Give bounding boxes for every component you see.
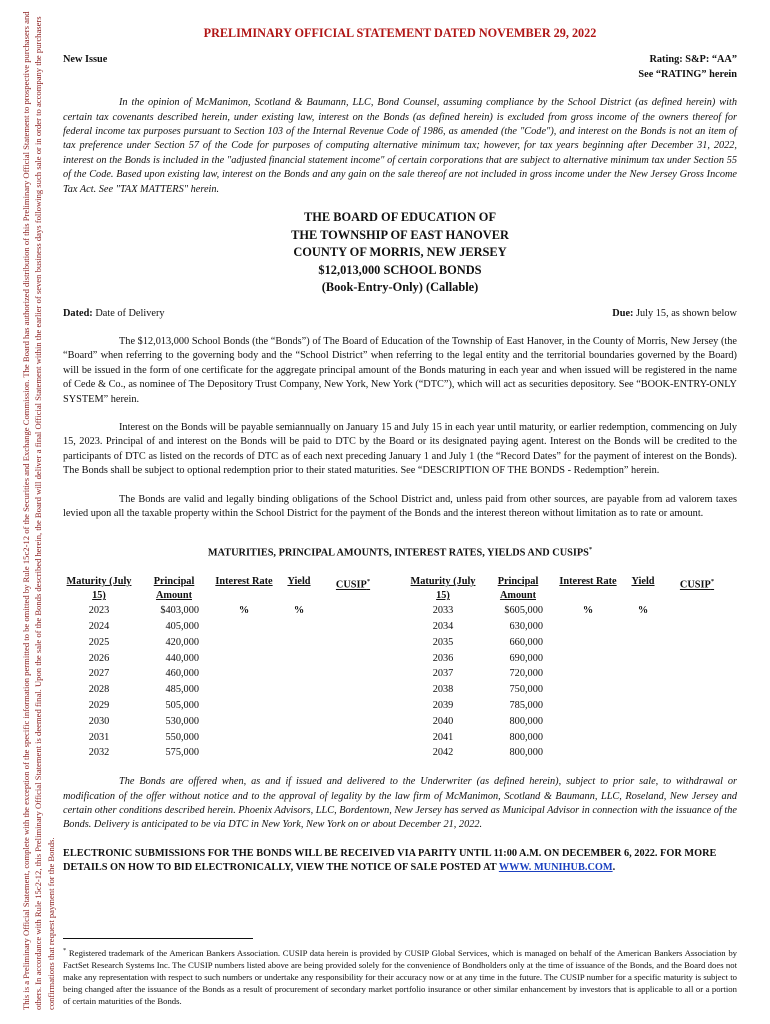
dated-due-row [63, 307, 737, 321]
column-header-principal: Principal Amount [497, 576, 539, 602]
cusip-header-text: CUSIP [679, 579, 711, 591]
maturity-year-cell: 2028 [88, 684, 110, 696]
maturity-year-cell: 2031 [88, 731, 110, 743]
maturity-year-cell: 2034 [432, 621, 454, 633]
issue-header [63, 53, 737, 82]
footnote-rule [63, 938, 253, 939]
maturity-year-cell: 2033 [432, 605, 454, 617]
principal-amount-cell: 505,000 [165, 700, 199, 712]
maturity-column-maturity [407, 575, 479, 761]
tax-opinion-text: In the opinion of McManimon, Scotland & Baumann, LLC, Bond Counsel, assuming compliance by the School District (as defined herein) with certain tax covenants described herein, under existing law, interest on the Bonds (as defined herein) is excluded from gross income of the owners thereof for federal income tax purposes pursuant to Section 103 of the Internal Revenue Code of 1986, as amended (the "Code"), and interest on the Bonds is not an item of tax preference under Section 57 of the Code for purposes of computing alternative minimum tax; however, for tax years beginning after December 31, 2022, interest on the Bonds is included in the "adjusted financial statement income" of certain corporations that are subject to alternative minimum tax under Section 55 of the Code. Based upon existing law, interest on the Bonds and any gain on the sale thereof are not included in gross income under the New Jersey Gross Income Tax Act. See "TAX MATTERS" herein. [63, 97, 737, 195]
interest-unit: % [582, 605, 594, 617]
principal-amount-cell: 420,000 [165, 636, 199, 648]
interest-unit: % [238, 605, 250, 617]
principal-amount-cell: 530,000 [165, 715, 199, 727]
obligations-paragraph [63, 493, 737, 522]
electronic-submission-notice [63, 847, 737, 876]
principal-amount-cell: 440,000 [165, 652, 199, 664]
title-line-4: $12,013,000 SCHOOL BONDS [318, 262, 482, 277]
munihub-link[interactable]: WWW. MUNIHUB.COM [498, 862, 613, 874]
maturity-schedule-right [407, 575, 737, 761]
maturity-year-cell: 2039 [432, 700, 454, 712]
principal-amount-cell: 750,000 [509, 684, 543, 696]
column-header-interest: Interest Rate [215, 576, 273, 588]
maturities-heading-mark: * [588, 546, 593, 554]
yield-unit: % [293, 605, 305, 617]
yield-unit: % [637, 605, 649, 617]
cusip-header-mark: * [366, 578, 371, 586]
rating-box [638, 53, 737, 82]
maturity-year-cell: 2041 [432, 731, 454, 743]
maturity-column-maturity [63, 575, 135, 761]
principal-amount-cell: 550,000 [165, 731, 199, 743]
maturity-year-cell: 2042 [432, 747, 454, 759]
column-header-principal: Principal Amount [153, 576, 195, 602]
maturity-year-cell: 2038 [432, 684, 454, 696]
maturities-heading-text: MATURITIES, PRINCIPAL AMOUNTS, INTEREST RATES, YIELDS AND CUSIPS [207, 547, 589, 559]
maturity-year-cell: 2026 [88, 652, 110, 664]
column-header-cusip [667, 575, 727, 617]
maturity-schedule [63, 575, 737, 761]
maturity-year-cell: 2024 [88, 621, 110, 633]
electronic-submission-text: ELECTRONIC SUBMISSIONS FOR THE BONDS WILL BE RECEIVED VIA PARITY UNTIL 11:00 A.M. ON DECEMBER 6, 2022. FOR MORE DETAILS ON HOW TO BID ELECTRONICALLY, VIEW THE NOTICE OF SALE POSTED AT [63, 847, 717, 874]
principal-amount-cell: 630,000 [509, 621, 543, 633]
maturity-year-cell: 2029 [88, 700, 110, 712]
column-header-maturity: Maturity (July 15) [410, 576, 476, 602]
title-line-3: COUNTY OF MORRIS, NEW JERSEY [293, 245, 507, 260]
maturity-year-cell: 2023 [88, 605, 110, 617]
principal-amount-cell: 800,000 [509, 715, 543, 727]
due-field [612, 307, 737, 321]
maturity-year-cell: 2037 [432, 668, 454, 680]
offering-paragraph [63, 775, 737, 833]
maturity-year-cell: 2025 [88, 636, 110, 648]
dated-field [63, 307, 165, 321]
principal-amount-cell: 690,000 [509, 652, 543, 664]
bonds-description-paragraph [63, 335, 737, 407]
maturity-column-cusip [323, 575, 383, 761]
principal-amount-cell: 405,000 [165, 621, 199, 633]
prelim-heading: PRELIMINARY OFFICIAL STATEMENT DATED NOVEMBER 29, 2022 [203, 26, 597, 40]
maturity-schedule-left [63, 575, 393, 761]
electronic-submission-end: . [612, 862, 616, 874]
principal-amount-cell: 460,000 [165, 668, 199, 680]
principal-amount-cell: 660,000 [509, 636, 543, 648]
principal-amount-cell: 800,000 [509, 747, 543, 759]
offering-text: The Bonds are offered when, as and if issued and delivered to the Underwriter (as defined herein), subject to prior sale, to withdrawal or modification of the offer without notice and to the approval of legality by the law firm of McManimon, Scotland & Baumann, LLC, Roseland, New Jersey and certain other conditions described herein. Phoenix Advisors, LLC, Bordentown, New Jersey has served as Municipal Advisor in connection with the issuance of the Bonds. Delivery is anticipated to be via DTC in New York, New York on or about December 21, 2022. [63, 776, 737, 831]
cusip-header-mark: * [710, 578, 715, 586]
maturity-year-cell: 2040 [432, 715, 454, 727]
column-header-interest: Interest Rate [559, 576, 617, 588]
maturity-column-interest [557, 575, 619, 761]
column-header-yield: Yield [631, 576, 655, 588]
principal-amount-cell: 720,000 [509, 668, 543, 680]
side-disclaimer-text: This is a Preliminary Official Statement, complete with the exception of the specific information permitted to be omitted by Rule 15c2-12 of the Securities and Exchange Commission. The Board has authorized distribution of this Preliminary Official Statement to prospective purchasers and others. In accordance with Rule 15c2-12, this Preliminary Official Statement is deemed final. Upon the sale of the Bonds described herein, the Board will deliver a final Official Statement within the earlier of seven business days following such sale or in order to accompany the purchasers confirmations that request payment for the Bonds. [21, 11, 56, 1010]
maturity-year-cell: 2027 [88, 668, 110, 680]
due-label: Due: [612, 307, 634, 319]
footnote-mark: * [63, 946, 67, 954]
rating-reference: See “RATING” herein [638, 68, 737, 80]
maturity-year-cell: 2035 [432, 636, 454, 648]
title-line-2: THE TOWNSHIP OF EAST HANOVER [291, 227, 509, 242]
dated-label: Dated: [63, 307, 93, 319]
rating-text: Rating: S&P: “AA” [649, 54, 737, 66]
principal-amount-cell: 575,000 [165, 747, 199, 759]
maturity-column-yield [619, 575, 667, 761]
maturity-column-cusip [667, 575, 727, 761]
maturity-column-interest [213, 575, 275, 761]
column-header-yield: Yield [287, 576, 311, 588]
maturity-column-principal [479, 575, 557, 761]
maturity-column-yield [275, 575, 323, 761]
interest-text: Interest on the Bonds will be payable semiannually on January 15 and July 15 in each year until maturity, or earlier redemption, commencing on July 15, 2023. Principal of and interest on the Bonds will be paid to DTC by the Board or its designated paying agent. Interest on the Bonds will be credited to the participants of DTC as listed on the records of DTC as of each next preceding January 1 and July 1 (the “Record Dates” for the payment of interest on the Bonds). The Bonds shall be subject to optional redemption prior to their stated maturities. See “DESCRIPTION OF THE BONDS - Redemption” herein. [63, 422, 737, 477]
new-issue-label: New Issue [63, 54, 108, 66]
interest-paragraph [63, 421, 737, 479]
footnote-text: Registered trademark of the American Bankers Association. CUSIP data herein is provided by CUSIP Global Services, which is managed on behalf of the American Bankers Association by FactSet Research Systems Inc. The CUSIP numbers listed above are being provided solely for the convenience of Bondholders only at the time of issuance of the Bonds, and the Board does not make any representation with respect to such numbers or undertake any responsibility for their accuracy now or at any time in the future. The CUSIP number for a specific maturity is subject to being changed after the issuance of the Bonds as a result of procurement of secondary market portfolio insurance or other similar enhancement by investors that is applicable to all or a portion of certain maturities of the Bonds. [63, 947, 738, 1006]
bond-title [63, 209, 737, 297]
cusip-header-text: CUSIP [335, 579, 367, 591]
principal-amount-cell: 800,000 [509, 731, 543, 743]
cusip-footnote [63, 945, 737, 1007]
document-page [63, 26, 737, 1007]
maturity-column-principal [135, 575, 213, 761]
principal-amount-cell: 485,000 [165, 684, 199, 696]
title-line-5: (Book-Entry-Only) (Callable) [321, 280, 479, 295]
maturity-year-cell: 2032 [88, 747, 110, 759]
title-line-1: THE BOARD OF EDUCATION OF [303, 210, 497, 225]
maturity-year-cell: 2036 [432, 652, 454, 664]
dated-value: Date of Delivery [95, 307, 165, 319]
principal-amount-cell: $403,000 [160, 605, 199, 617]
due-value: July 15, as shown below [636, 307, 737, 319]
principal-amount-cell: $605,000 [504, 605, 543, 617]
obligations-text: The Bonds are valid and legally binding obligations of the School District and, unless paid from other sources, are payable from ad valorem taxes levied upon all the taxable property within the School District for the payment of the Bonds and the interest thereon without limitation as to rate or amount. [63, 493, 737, 520]
maturities-heading [63, 543, 737, 561]
column-header-cusip [323, 575, 383, 617]
principal-amount-cell: 785,000 [509, 700, 543, 712]
tax-opinion-paragraph [63, 96, 737, 197]
column-header-maturity: Maturity (July 15) [66, 576, 132, 602]
bonds-description-text: The $12,013,000 School Bonds (the “Bonds”) of The Board of Education of the Township of East Hanover, in the County of Morris, New Jersey (the “Board” when referring to the governing body and the “School District” when referring to the legal entity and the territorial boundaries governed by the Board) will be issued in the form of one certificate for the aggregate principal amount of the Bonds maturing in each year and when issued will be registered in the name of Cede & Co., as nominee of The Depository Trust Company, New York, New York (“DTC”), which will act as securities depository. See “BOOK-ENTRY-ONLY SYSTEM” herein. [63, 335, 737, 405]
maturity-year-cell: 2030 [88, 715, 110, 727]
